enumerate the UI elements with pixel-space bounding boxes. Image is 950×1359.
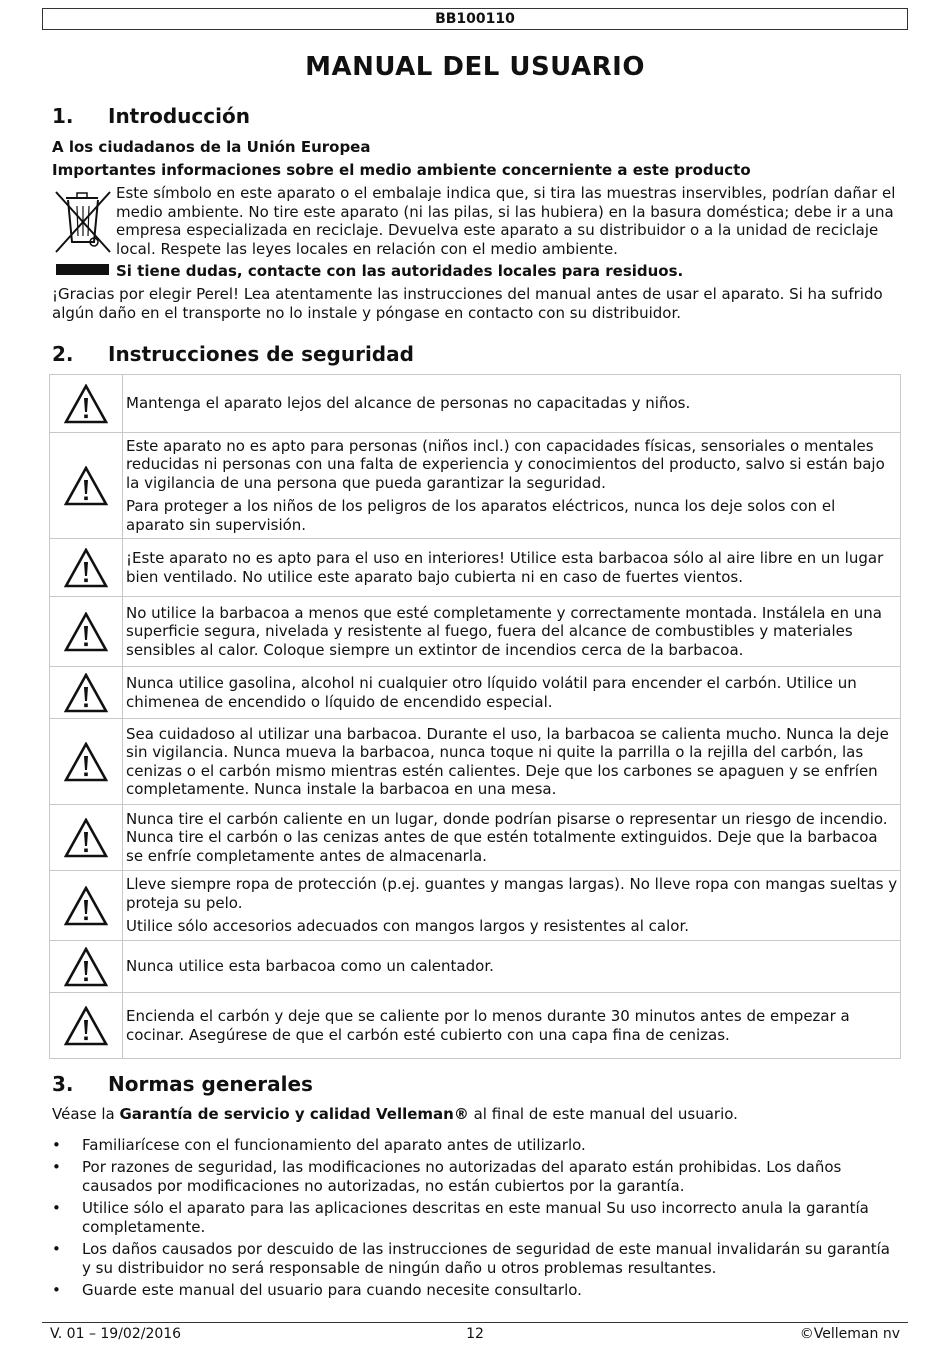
safety-paragraph: Encienda el carbón y deje que se caliente por lo menos durante 30 minutos antes de empezar a cocinar. Asegúrese de que el carbón esté cubierto con una capa fina de cenizas. [126, 1007, 850, 1044]
warning-icon-cell [50, 805, 123, 871]
weee-black-bar [56, 264, 109, 275]
safety-text-cell [123, 375, 901, 433]
version-date: V. 01 – 19/02/2016 [50, 1326, 182, 1342]
bullet-icon: • [52, 1281, 61, 1300]
safety-row [50, 433, 901, 539]
safety-text-cell [123, 433, 901, 539]
safety-paragraph: ¡Este aparato no es apto para el uso en interiores! Utilice esta barbacoa sólo al aire libre en un lugar bien ventilado. No utilice este aparato bajo cubierta ni en caso de fuertes vientos. [126, 549, 884, 586]
safety-paragraph: Lleve siempre ropa de protección (p.ej. guantes y mangas largas). No lleve ropa con mangas sueltas y proteja su pelo. [126, 875, 898, 912]
page-title: MANUAL DEL USUARIO [305, 52, 645, 82]
warning-icon-cell [50, 597, 123, 667]
list-item [52, 1158, 900, 1195]
safety-text-cell [123, 539, 901, 597]
safety-paragraph: Nunca utilice gasolina, alcohol ni cualquier otro líquido volátil para encender el carbón. Utilice un chimenea de encendido o líquido de encendido especial. [126, 674, 857, 711]
section-title: Normas generales [108, 1072, 313, 1096]
section-number: 3. [52, 1072, 74, 1096]
safety-paragraph: Para proteger a los niños de los peligros de los aparatos eléctricos, nunca los deje solos con el aparato sin supervisión. [126, 497, 836, 534]
warning-icon-cell [50, 667, 123, 719]
warning-icon-cell [50, 871, 123, 941]
safety-row [50, 597, 901, 667]
warning-triangle-icon [64, 818, 108, 858]
list-item-text: Familiarícese con el funcionamiento del aparato antes de utilizarlo. [82, 1136, 586, 1154]
warning-triangle-icon [64, 548, 108, 588]
safety-text-cell [123, 597, 901, 667]
safety-text-cell [123, 805, 901, 871]
warranty-reference [52, 1105, 738, 1123]
list-item [52, 1136, 900, 1155]
safety-text-cell [123, 871, 901, 941]
safety-text-cell [123, 719, 901, 805]
bullet-icon: • [52, 1240, 61, 1259]
warning-triangle-icon [64, 947, 108, 987]
safety-paragraph: Nunca tire el carbón caliente en un lugar, donde podrían pisarse o representar un riesgo de incendio. Nunca tire el carbón o las cenizas antes de que estén totalmente extinguidos. Deje que la barbacoa se enfríe completamente antes de almacenarla. [126, 809, 888, 865]
warning-triangle-icon [64, 742, 108, 782]
safety-row [50, 993, 901, 1059]
warning-triangle-icon [64, 673, 108, 713]
safety-paragraph: Mantenga el aparato lejos del alcance de personas no capacitadas y niños. [126, 394, 691, 413]
section-heading-introduccion [52, 104, 250, 128]
eu-citizens-subtitle: A los ciudadanos de la Unión Europea [52, 138, 371, 156]
environment-text: Este símbolo en este aparato o el embalaje indica que, si tira las muestras inservibles, podrían dañar el medio ambiente. No tire este aparato (ni las pilas, si las hubiera) en la basura doméstica; debe ir a una empresa especializada en reciclaje. Devuelva este aparato a su distribuidor o a la unidad de reciclaje local. Respete las leyes locales en relación con el medio ambiente. [116, 184, 896, 258]
environment-subtitle: Importantes informaciones sobre el medio ambiente concerniente a este producto [52, 161, 751, 179]
warning-triangle-icon [64, 886, 108, 926]
safety-instructions-table [49, 374, 901, 1059]
safety-row [50, 539, 901, 597]
page-number: 12 [466, 1326, 484, 1342]
warning-icon-cell [50, 719, 123, 805]
list-item [52, 1240, 900, 1277]
list-item-text: Guarde este manual del usuario para cuando necesite consultarlo. [82, 1281, 582, 1300]
warranty-name: Garantía de servicio y calidad Velleman® [119, 1105, 469, 1123]
warning-triangle-icon [64, 384, 108, 424]
safety-text-cell [123, 941, 901, 993]
warning-icon-cell [50, 993, 123, 1059]
safety-row [50, 805, 901, 871]
section-number: 1. [52, 104, 74, 128]
list-item [52, 1199, 900, 1236]
environment-contact-note: Si tiene dudas, contacte con las autoridades locales para residuos. [116, 262, 684, 280]
warning-triangle-icon [64, 1006, 108, 1046]
safety-paragraph: Utilice sólo accesorios adecuados con mangos largos y resistentes al calor. [126, 917, 690, 936]
warning-icon-cell [50, 539, 123, 597]
safety-text-cell [123, 993, 901, 1059]
safety-row [50, 941, 901, 993]
safety-paragraph: Nunca utilice esta barbacoa como un calentador. [126, 957, 494, 976]
bullet-icon: • [52, 1136, 61, 1154]
page-footer [42, 1322, 908, 1343]
bullet-icon: • [52, 1199, 61, 1218]
section-title: Instrucciones de seguridad [108, 342, 414, 366]
section-heading-normas [52, 1072, 313, 1096]
general-rules-list [52, 1136, 900, 1304]
safety-row [50, 375, 901, 433]
bullet-icon: • [52, 1158, 61, 1177]
safety-paragraph: No utilice la barbacoa a menos que esté completamente y correctamente montada. Instálela en una superficie segura, nivelada y resistente al fuego, fuera del alcance de combustibles y materiales sensibles al calor. Coloque siempre un extintor de incendios cerca de la barbacoa. [126, 603, 882, 659]
list-item-text: Por razones de seguridad, las modificaciones no autorizadas del aparato están prohibidas. Los daños causados por modificaciones no autorizadas, no están cubiertos por la garantía. [82, 1158, 842, 1195]
safety-row [50, 667, 901, 719]
safety-row [50, 871, 901, 941]
list-item-text: Los daños causados por descuido de las instrucciones de seguridad de este manual invalidarán su garantía y su distribuidor no será responsable de ningún daño u otros problemas resultantes. [82, 1240, 890, 1277]
warning-icon-cell [50, 941, 123, 993]
safety-paragraph: Este aparato no es apto para personas (niños incl.) con capacidades físicas, sensoriales o mentales reducidas ni personas con una falta de experiencia y conocimientos del producto, salvo si están bajo la vigilancia de una persona que pueda garantizar la seguridad. [126, 436, 885, 492]
safety-text-cell [123, 667, 901, 719]
warning-triangle-icon [64, 466, 108, 506]
warranty-text-post: al final de este manual del usuario. [468, 1105, 738, 1123]
document-code-header: BB100110 [42, 8, 908, 30]
section-number: 2. [52, 342, 74, 366]
safety-paragraph: Sea cuidadoso al utilizar una barbacoa. Durante el uso, la barbacoa se calienta mucho. Nunca la deje sin vigilancia. Nunca mueva la barbacoa, nunca toque ni quite la parrilla o la rejilla del carbón, las cenizas o el carbón mismo mientras estén calientes. Deje que los carbones se apaguen y se enfríen completamente. Nunca instale la barbacoa en una mesa. [126, 724, 889, 798]
thanks-paragraph: ¡Gracias por elegir Perel! Lea atentamente las instrucciones del manual antes de usar el aparato. Si ha sufrido algún daño en el transporte no lo instale y póngase en contacto con su distribuidor. [52, 285, 883, 322]
section-heading-seguridad [52, 342, 414, 366]
section-title: Introducción [108, 104, 250, 128]
warning-triangle-icon [64, 612, 108, 652]
copyright: ©Velleman nv [799, 1326, 900, 1342]
list-item [52, 1281, 900, 1300]
crossed-bin-icon [52, 184, 114, 256]
safety-row [50, 719, 901, 805]
warranty-text-pre: Véase la [52, 1105, 120, 1123]
warning-icon-cell [50, 375, 123, 433]
list-item-text: Utilice sólo el aparato para las aplicaciones descritas en este manual Su uso incorrecto anula la garantía completamente. [82, 1199, 869, 1236]
warning-icon-cell [50, 433, 123, 539]
